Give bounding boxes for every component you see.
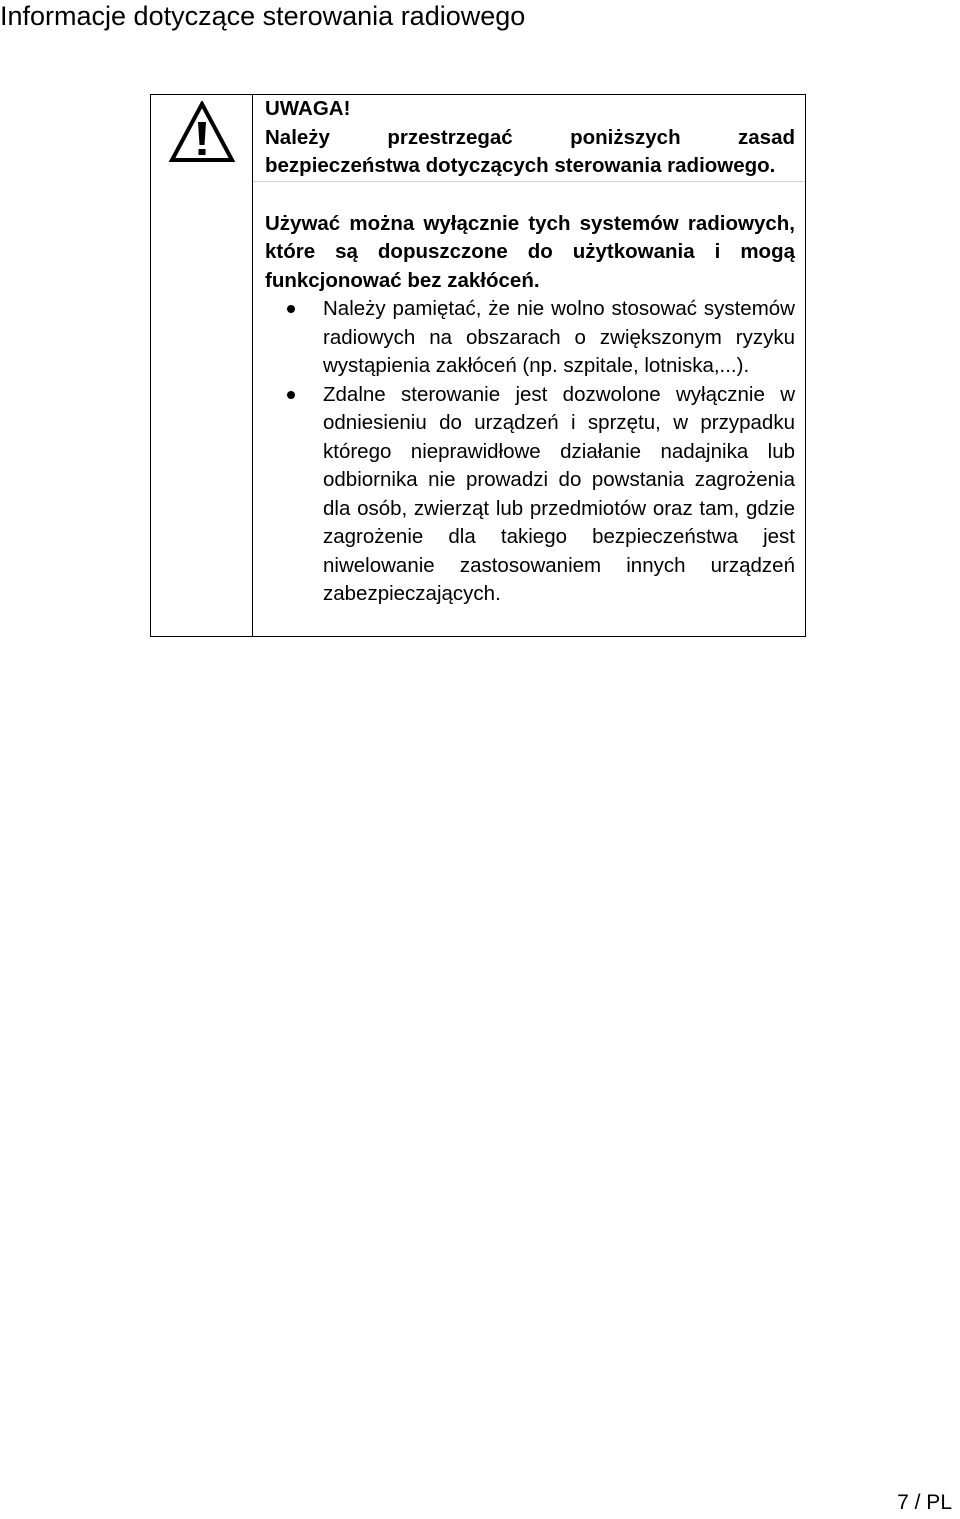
list-item [265,295,795,381]
page-number: 7 / PL [897,1491,952,1514]
rules-list [265,295,795,609]
bullet-icon [287,391,295,399]
warning-main-rule: Używać można wyłącznie tych systemów radiowych, które są dopuszczone do użytkowania i mogą funkcjonować bez zakłóceń. [265,211,795,292]
warning-text-cell [253,95,805,636]
list-item [265,381,795,609]
page-title: Informacje dotyczące sterowania radiowego [0,1,526,31]
warning-intro: Należy przestrzegać poniższych zasad bezpieczeństwa dotyczących sterowania radiowego. [265,125,795,177]
list-item-text: Zdalne sterowanie jest dozwolone wyłącznie w odniesieniu do urządzeń i sprzętu, w przypadku którego nieprawidłowe działanie nadajnika lub odbiornika nie prowadzi do powstania zagrożenia dla osób, zwierząt lub przedmiotów oraz tam, gdzie zagrożenie dla takiego bezpieczeństwa jest niwelowanie zastosowaniem innych urządzeń zabezpieczających. [323,382,795,605]
warning-label: UWAGA! [265,97,351,120]
warning-header [253,95,805,182]
bullet-icon [287,305,295,313]
warning-icon-cell [151,95,253,636]
warning-triangle-icon [169,101,235,163]
list-item-text: Należy pamiętać, że nie wolno stosować systemów radiowych na obszarach o zwiększonym ryzyku wystąpienia zakłóceń (np. szpitale, lotniska,...). [323,297,795,377]
warning-box [150,94,806,637]
spacer [265,182,795,210]
